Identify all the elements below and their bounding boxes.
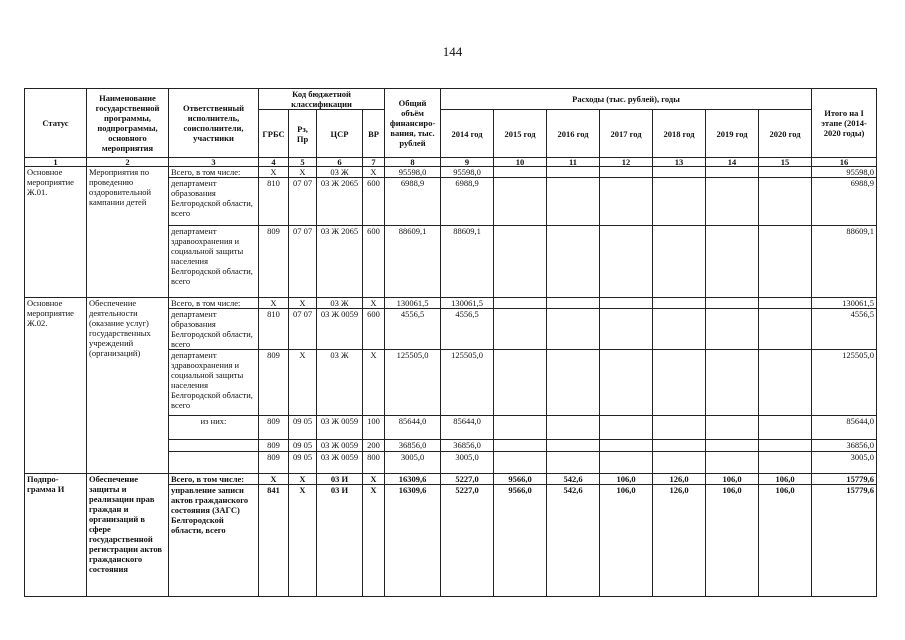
col-number: 16 (812, 158, 877, 167)
year-value-cell (653, 350, 706, 416)
header-responsible: Ответственный исполнитель, соисполнители, участники (169, 89, 259, 158)
grbs-cell: Х (259, 167, 289, 178)
year-value-cell (706, 452, 759, 474)
col-number: 7 (363, 158, 385, 167)
csr-cell: 03 И (317, 474, 363, 485)
rzpr-cell: 07 07 (289, 178, 317, 226)
year-value-cell (759, 440, 812, 452)
csr-cell: 03 Ж 2065 (317, 226, 363, 298)
year-value-cell (706, 167, 759, 178)
status-cell: Подпро-грамма И (25, 474, 87, 597)
rzpr-cell: 07 07 (289, 226, 317, 298)
stage-total-cell: 125505,0 (812, 350, 877, 416)
year-value-cell (494, 298, 547, 309)
year-value-cell: 106,0 (759, 474, 812, 485)
responsible-cell: департамент образования Белгородской области, всего (169, 309, 259, 350)
stage-total-cell: 130061,5 (812, 298, 877, 309)
rzpr-cell: 09 05 (289, 416, 317, 440)
year-value-cell (547, 226, 600, 298)
year-value-cell: 106,0 (706, 474, 759, 485)
year-value-cell (600, 226, 653, 298)
year-value-cell (653, 226, 706, 298)
name-cell: Обеспечение защиты и реализации прав граждан и организаций в сфере государственной регистрации актов гражданского состояния (87, 474, 169, 597)
year-value-cell (653, 167, 706, 178)
year-value-cell: 125505,0 (441, 350, 494, 416)
table-row (25, 167, 877, 178)
vr-cell: 100 (363, 416, 385, 440)
grbs-cell: 810 (259, 309, 289, 350)
year-value-cell (653, 440, 706, 452)
responsible-cell: департамент образования Белгородской области, всего (169, 178, 259, 226)
year-value-cell (547, 416, 600, 440)
responsible-cell: управление записи актов гражданского состояния (ЗАГС) Белгородской области, всего (169, 485, 259, 597)
header-total-volume: Общий объём финансиро-вания, тыс. рублей (385, 89, 441, 158)
header-status: Статус (25, 89, 87, 158)
year-value-cell: 106,0 (759, 485, 812, 597)
year-value-cell: 542,6 (547, 485, 600, 597)
year-value-cell (600, 416, 653, 440)
header-year: 2017 год (600, 110, 653, 158)
year-value-cell (600, 167, 653, 178)
year-value-cell (600, 452, 653, 474)
year-value-cell: 9566,0 (494, 474, 547, 485)
stage-total-cell: 3005,0 (812, 452, 877, 474)
total-cell: 4556,5 (385, 309, 441, 350)
year-value-cell (494, 350, 547, 416)
rzpr-cell: Х (289, 474, 317, 485)
header-year: 2020 год (759, 110, 812, 158)
year-value-cell (706, 298, 759, 309)
rzpr-cell: Х (289, 298, 317, 309)
csr-cell: 03 Ж 0059 (317, 440, 363, 452)
responsible-cell: Всего, в том числе: (169, 167, 259, 178)
header-vr: ВР (363, 110, 385, 158)
header-grbs: ГРБС (259, 110, 289, 158)
year-value-cell: 4556,5 (441, 309, 494, 350)
col-number: 14 (706, 158, 759, 167)
year-value-cell: 5227,0 (441, 485, 494, 597)
col-number: 5 (289, 158, 317, 167)
header-stage-total: Итого на I этапе (2014-2020 годы) (812, 89, 877, 158)
rzpr-cell: 09 05 (289, 440, 317, 452)
year-value-cell (494, 167, 547, 178)
col-number: 8 (385, 158, 441, 167)
vr-cell: 600 (363, 309, 385, 350)
stage-total-cell: 88609,1 (812, 226, 877, 298)
year-value-cell (547, 452, 600, 474)
total-cell: 95598,0 (385, 167, 441, 178)
year-value-cell (494, 452, 547, 474)
vr-cell: 600 (363, 178, 385, 226)
year-value-cell: 6988,9 (441, 178, 494, 226)
rzpr-cell: 07 07 (289, 309, 317, 350)
col-number: 11 (547, 158, 600, 167)
col-number: 13 (653, 158, 706, 167)
total-cell: 125505,0 (385, 350, 441, 416)
year-value-cell: 126,0 (653, 474, 706, 485)
total-cell: 85644,0 (385, 416, 441, 440)
year-value-cell (600, 350, 653, 416)
vr-cell: Х (363, 298, 385, 309)
year-value-cell: 106,0 (600, 474, 653, 485)
stage-total-cell: 4556,5 (812, 309, 877, 350)
year-value-cell (706, 350, 759, 416)
grbs-cell: 841 (259, 485, 289, 597)
year-value-cell (600, 298, 653, 309)
year-value-cell: 106,0 (600, 485, 653, 597)
year-value-cell (494, 178, 547, 226)
total-cell: 16309,6 (385, 485, 441, 597)
status-cell: Основное мероприятие Ж.02. (25, 298, 87, 474)
header-year: 2018 год (653, 110, 706, 158)
year-value-cell: 5227,0 (441, 474, 494, 485)
header-name: Наименование государственной программы, подпрограммы, основного мероприятия (87, 89, 169, 158)
vr-cell: 200 (363, 440, 385, 452)
col-number: 2 (87, 158, 169, 167)
csr-cell: 03 И (317, 485, 363, 597)
responsible-cell: из них: (169, 416, 259, 440)
year-value-cell (759, 167, 812, 178)
csr-cell: 03 Ж 2065 (317, 178, 363, 226)
stage-total-cell: 36856,0 (812, 440, 877, 452)
col-number: 15 (759, 158, 812, 167)
col-number: 3 (169, 158, 259, 167)
year-value-cell (653, 178, 706, 226)
col-number: 9 (441, 158, 494, 167)
year-value-cell (759, 452, 812, 474)
year-value-cell (494, 309, 547, 350)
responsible-cell: департамент здравоохранения и социальной защиты населения Белгородской области, всего (169, 226, 259, 298)
year-value-cell: 106,0 (706, 485, 759, 597)
year-value-cell (706, 440, 759, 452)
header-year: 2016 год (547, 110, 600, 158)
year-value-cell (600, 178, 653, 226)
stage-total-cell: 85644,0 (812, 416, 877, 440)
year-value-cell (759, 178, 812, 226)
col-number: 6 (317, 158, 363, 167)
total-cell: 36856,0 (385, 440, 441, 452)
vr-cell: Х (363, 485, 385, 597)
year-value-cell (759, 309, 812, 350)
year-value-cell (759, 416, 812, 440)
year-value-cell (706, 309, 759, 350)
csr-cell: 03 Ж (317, 298, 363, 309)
year-value-cell (653, 298, 706, 309)
col-number: 12 (600, 158, 653, 167)
header-year: 2014 год (441, 110, 494, 158)
total-cell: 6988,9 (385, 178, 441, 226)
year-value-cell (494, 440, 547, 452)
year-value-cell (653, 452, 706, 474)
status-cell: Основное мероприятие Ж.01. (25, 167, 87, 298)
year-value-cell: 95598,0 (441, 167, 494, 178)
year-value-cell (600, 309, 653, 350)
responsible-cell (169, 440, 259, 452)
year-value-cell (494, 226, 547, 298)
responsible-cell: Всего, в том числе: (169, 298, 259, 309)
year-value-cell: 3005,0 (441, 452, 494, 474)
total-cell: 88609,1 (385, 226, 441, 298)
year-value-cell (653, 416, 706, 440)
total-cell: 130061,5 (385, 298, 441, 309)
year-value-cell: 542,6 (547, 474, 600, 485)
year-value-cell (706, 416, 759, 440)
header-year: 2015 год (494, 110, 547, 158)
column-number-row (25, 158, 877, 167)
col-number: 4 (259, 158, 289, 167)
csr-cell: 03 Ж 0059 (317, 416, 363, 440)
vr-cell: Х (363, 350, 385, 416)
year-value-cell: 88609,1 (441, 226, 494, 298)
grbs-cell: 809 (259, 226, 289, 298)
header-rzpr: Рз, Пр (289, 110, 317, 158)
csr-cell: 03 Ж 0059 (317, 309, 363, 350)
year-value-cell (547, 309, 600, 350)
header-expenses: Расходы (тыс. рублей), годы (441, 89, 812, 110)
vr-cell: 800 (363, 452, 385, 474)
header-budget-code: Код бюджетной классификации (259, 89, 385, 110)
table-row (25, 474, 877, 485)
year-value-cell (547, 350, 600, 416)
year-value-cell (547, 167, 600, 178)
name-cell: Мероприятия по проведению оздоровительной кампании детей (87, 167, 169, 298)
header-year: 2019 год (706, 110, 759, 158)
csr-cell: 03 Ж (317, 167, 363, 178)
responsible-cell: Всего, в том числе: (169, 474, 259, 485)
stage-total-cell: 15779,6 (812, 485, 877, 597)
year-value-cell (653, 309, 706, 350)
responsible-cell (169, 452, 259, 474)
year-value-cell (547, 178, 600, 226)
stage-total-cell: 95598,0 (812, 167, 877, 178)
rzpr-cell: Х (289, 485, 317, 597)
col-number: 1 (25, 158, 87, 167)
csr-cell: 03 Ж (317, 350, 363, 416)
stage-total-cell: 15779,6 (812, 474, 877, 485)
year-value-cell (759, 350, 812, 416)
responsible-cell: департамент здравоохранения и социальной защиты населения Белгородской области, всего (169, 350, 259, 416)
rzpr-cell: Х (289, 350, 317, 416)
year-value-cell: 85644,0 (441, 416, 494, 440)
year-value-cell (759, 298, 812, 309)
page-number: 144 (442, 44, 463, 59)
col-number: 10 (494, 158, 547, 167)
total-cell: 3005,0 (385, 452, 441, 474)
grbs-cell: 809 (259, 452, 289, 474)
name-cell: Обеспечение деятельности (оказание услуг) государственных учреждений (организаций) (87, 298, 169, 474)
year-value-cell (706, 178, 759, 226)
year-value-cell: 126,0 (653, 485, 706, 597)
header-csr: ЦСР (317, 110, 363, 158)
rzpr-cell: 09 05 (289, 452, 317, 474)
grbs-cell: 810 (259, 178, 289, 226)
year-value-cell: 9566,0 (494, 485, 547, 597)
total-cell: 16309,6 (385, 474, 441, 485)
year-value-cell (547, 440, 600, 452)
csr-cell: 03 Ж 0059 (317, 452, 363, 474)
vr-cell: Х (363, 474, 385, 485)
grbs-cell: 809 (259, 416, 289, 440)
year-value-cell (600, 440, 653, 452)
grbs-cell: Х (259, 298, 289, 309)
budget-table (24, 88, 877, 597)
year-value-cell: 130061,5 (441, 298, 494, 309)
rzpr-cell: Х (289, 167, 317, 178)
grbs-cell: Х (259, 474, 289, 485)
vr-cell: 600 (363, 226, 385, 298)
table-row (25, 298, 877, 309)
year-value-cell (547, 298, 600, 309)
year-value-cell (494, 416, 547, 440)
year-value-cell (759, 226, 812, 298)
grbs-cell: 809 (259, 350, 289, 416)
year-value-cell: 36856,0 (441, 440, 494, 452)
year-value-cell (706, 226, 759, 298)
grbs-cell: 809 (259, 440, 289, 452)
vr-cell: Х (363, 167, 385, 178)
stage-total-cell: 6988,9 (812, 178, 877, 226)
